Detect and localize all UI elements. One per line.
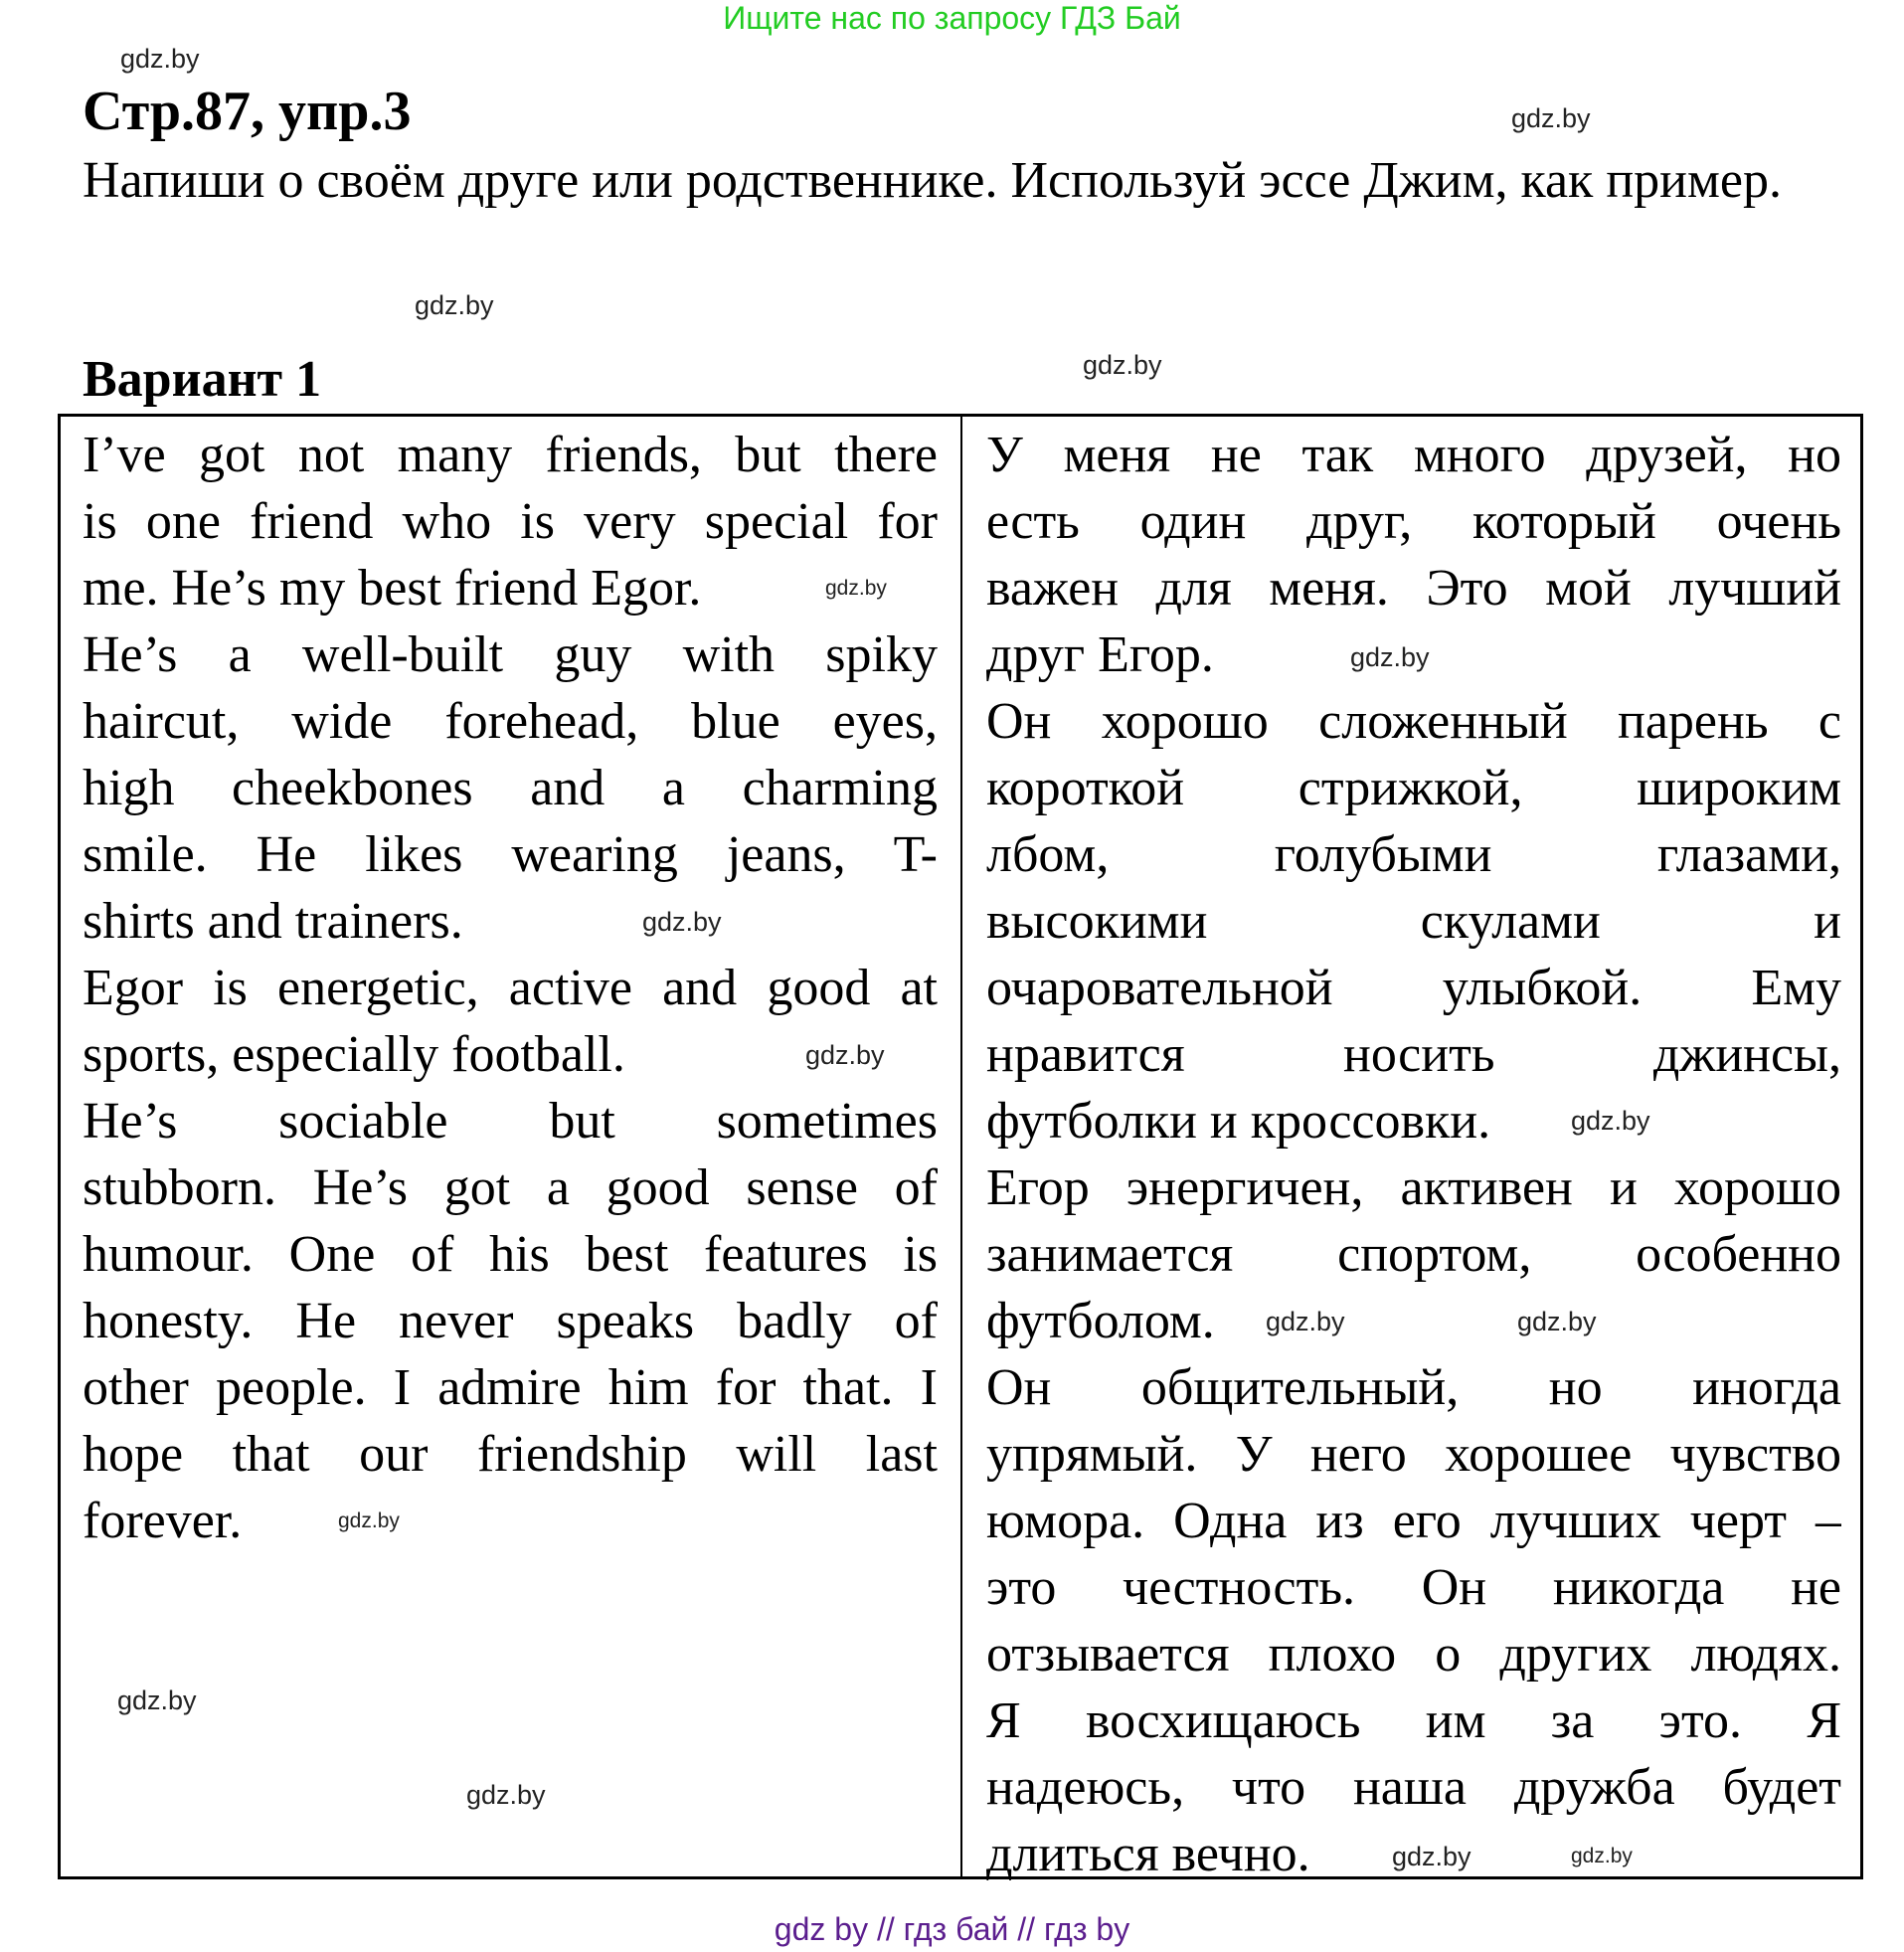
text-line: футболом. — [986, 1293, 1215, 1349]
watermark: gdz.by — [120, 44, 200, 74]
text-line: shirts and trainers. — [83, 893, 463, 950]
search-banner: Ищите нас по запросу ГДЗ Бай — [723, 0, 1181, 36]
watermark: gdz.by — [825, 577, 887, 600]
watermark: gdz.by — [415, 290, 494, 320]
watermark: gdz.by — [805, 1040, 885, 1070]
page-title: Стр.87, упр.3 — [83, 81, 412, 142]
variant-heading: Вариант 1 — [83, 351, 322, 408]
text-line: stubborn. He’s got a good sense of — [83, 1159, 938, 1216]
text-line: smile. He likes wearing jeans, T- — [83, 826, 938, 883]
text-line: Egor is energetic, active and good at — [83, 960, 938, 1016]
text-line: high cheekbones and a charming — [83, 760, 938, 816]
text-line: Он общительный, но иногда — [986, 1359, 1841, 1416]
text-line: I’ve got not many friends, but there — [83, 427, 938, 483]
watermark: gdz.by — [1571, 1106, 1650, 1136]
text-line: отзывается плохо о других людях. — [986, 1626, 1841, 1683]
watermark: gdz.by — [642, 907, 722, 937]
text-line: sports, especially football. — [83, 1026, 625, 1083]
text-line: He’s a well-built guy with spiky — [83, 626, 938, 683]
text-line: other people. I admire him for that. I — [83, 1359, 938, 1416]
text-line: длиться вечно. — [986, 1826, 1310, 1882]
text-line: нравится носить джинсы, — [986, 1026, 1841, 1083]
text-line: короткой стрижкой, широким — [986, 760, 1841, 816]
text-line: надеюсь, что наша дружба будет — [986, 1759, 1841, 1816]
text-line: упрямый. У него хорошее чувство — [986, 1426, 1841, 1483]
text-line: forever. — [83, 1493, 243, 1549]
text-line: это честность. Он никогда не — [986, 1559, 1841, 1616]
watermark: gdz.by — [1266, 1307, 1345, 1336]
text-line: Егор энергичен, активен и хорошо — [986, 1159, 1841, 1216]
text-line: друг Егор. — [986, 626, 1214, 683]
text-line: Я восхищаюсь им за это. Я — [986, 1692, 1841, 1749]
text-line: есть один друг, который очень — [986, 493, 1841, 550]
watermark: gdz.by — [1083, 350, 1162, 380]
watermark: gdz.by — [117, 1686, 197, 1715]
text-line: Он хорошо сложенный парень с — [986, 693, 1841, 750]
watermark: gdz.by — [1571, 1845, 1633, 1867]
text-line: лбом, голубыми глазами, — [986, 826, 1841, 883]
text-line: honesty. He never speaks badly of — [83, 1293, 938, 1349]
watermark: gdz.by — [1511, 103, 1591, 133]
text-line: me. He’s my best friend Egor. — [83, 560, 702, 617]
english-column — [83, 422, 938, 1554]
watermark: gdz.by — [1517, 1307, 1597, 1336]
text-line: высокими скулами и — [986, 893, 1841, 950]
watermark: gdz.by — [1392, 1842, 1471, 1871]
watermark: gdz.by — [466, 1780, 546, 1810]
text-line: humour. One of his best features is — [83, 1226, 938, 1283]
text-line: занимается спортом, особенно — [986, 1226, 1841, 1283]
text-line: У меня не так много друзей, но — [986, 427, 1841, 483]
watermark: gdz.by — [338, 1509, 400, 1532]
text-line: is one friend who is very special for — [83, 493, 938, 550]
text-line: hope that our friendship will last — [83, 1426, 938, 1483]
text-line: He’s sociable but sometimes — [83, 1093, 938, 1150]
watermark: gdz.by — [1350, 642, 1430, 672]
task-text: Напиши о своём друге или родственнике. Используй эссе Джим, как пример. — [83, 152, 1782, 209]
text-line: haircut, wide forehead, blue eyes, — [83, 693, 938, 750]
column-divider — [960, 416, 962, 1877]
text-line: футболки и кроссовки. — [986, 1093, 1491, 1150]
text-line: очаровательной улыбкой. Ему — [986, 960, 1841, 1016]
text-line: юмора. Одна из его лучших черт – — [986, 1493, 1841, 1549]
text-line: важен для меня. Это мой лучший — [986, 560, 1841, 617]
footer-watermark: gdz by // гдз бай // гдз by — [774, 1911, 1130, 1947]
